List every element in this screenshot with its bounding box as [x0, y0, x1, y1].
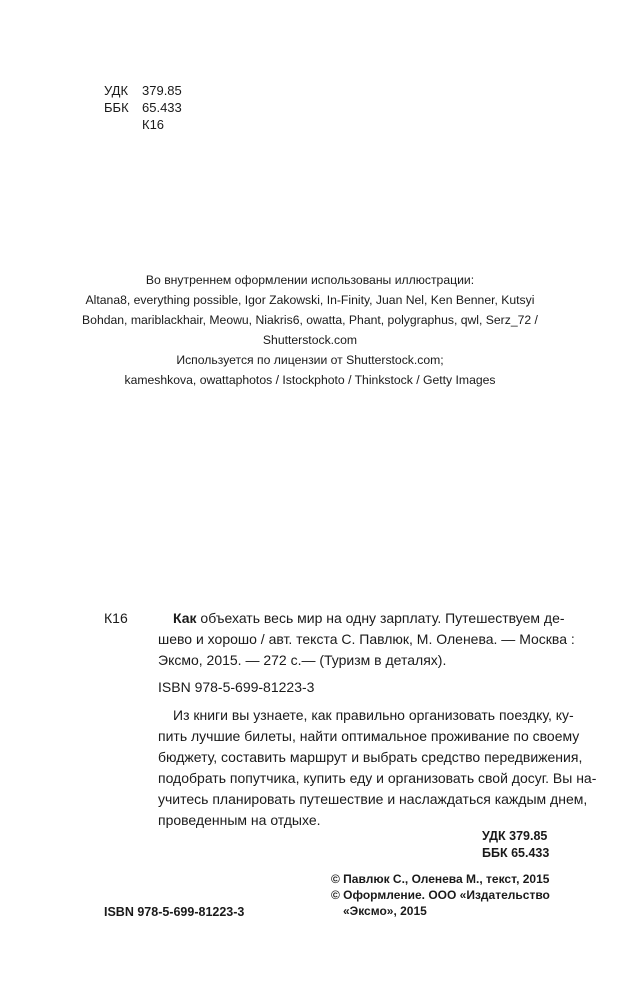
footer-isbn: ISBN 978-5-699-81223-3 — [104, 905, 245, 919]
annotation-line: подобрать попутчика, купить еду и организовать свой досуг. Вы на- — [158, 770, 597, 786]
annotation-line: Из книги вы узнаете, как правильно организовать поездку, ку- — [173, 707, 574, 723]
credits-line: Во внутреннем оформлении использованы иллюстрации: — [145, 273, 475, 287]
annotation-udk: УДК 379.85 — [482, 829, 548, 843]
bibliography-line-1 — [173, 610, 565, 626]
bibliography-line-1-rest: объехать весь мир на одну зарплату. Путешествуем де- — [196, 610, 565, 626]
illustration-credits — [60, 270, 560, 390]
copyright-text: © Павлюк С., Оленева М., текст, 2015 — [331, 872, 550, 886]
bibliography-mark: К16 — [104, 610, 128, 626]
credits-line: kameshkova, owattaphotos / Istockphoto / Thinkstock / Getty Images — [124, 373, 496, 387]
credits-line: Altana8, everything possible, Igor Zakowski, In-Finity, Juan Nel, Ken Benner, Kutsyi — [85, 293, 535, 307]
bibliography-line-3: Эксмо, 2015. — 272 с.— (Туризм в деталях). — [158, 652, 447, 668]
copyright-design-cont: «Эксмо», 2015 — [343, 904, 427, 918]
annotation-line: пить лучшие билеты, найти оптимальное проживание по своему — [158, 728, 580, 744]
annotation-line: бюджету, составить маршрут и выбрать средство передвижения, — [158, 749, 583, 765]
bibliography-isbn: ISBN 978-5-699-81223-3 — [158, 679, 315, 695]
bbk-label: ББК — [104, 100, 129, 115]
bibliography-title-word: Как — [173, 610, 197, 626]
annotation-bbk: ББК 65.433 — [482, 846, 550, 860]
copyright-design: © Оформление. ООО «Издательство — [331, 888, 550, 902]
udk-value: 379.85 — [142, 83, 182, 98]
bbk-line — [104, 99, 182, 116]
credits-line: Shutterstock.com — [262, 333, 358, 347]
author-mark: К16 — [142, 117, 165, 132]
udk-label: УДК — [104, 83, 129, 98]
annotation-line: учитесь планировать путешествие и наслаждаться каждым днем, — [158, 791, 588, 807]
credits-line: Bohdan, mariblackhair, Meowu, Niakris6, owatta, Phant, polygraphus, qwl, Serz_72 / — [82, 313, 538, 327]
bibliography-line-2: шево и хорошо / авт. текста С. Павлюк, М. Оленева. — Москва : — [158, 631, 575, 647]
annotation-line: проведенным на отдыхе. — [158, 812, 321, 828]
credits-line: Используется по лицензии от Shutterstock.com; — [176, 353, 444, 367]
udk-line — [104, 82, 182, 99]
bbk-value: 65.433 — [142, 100, 182, 115]
